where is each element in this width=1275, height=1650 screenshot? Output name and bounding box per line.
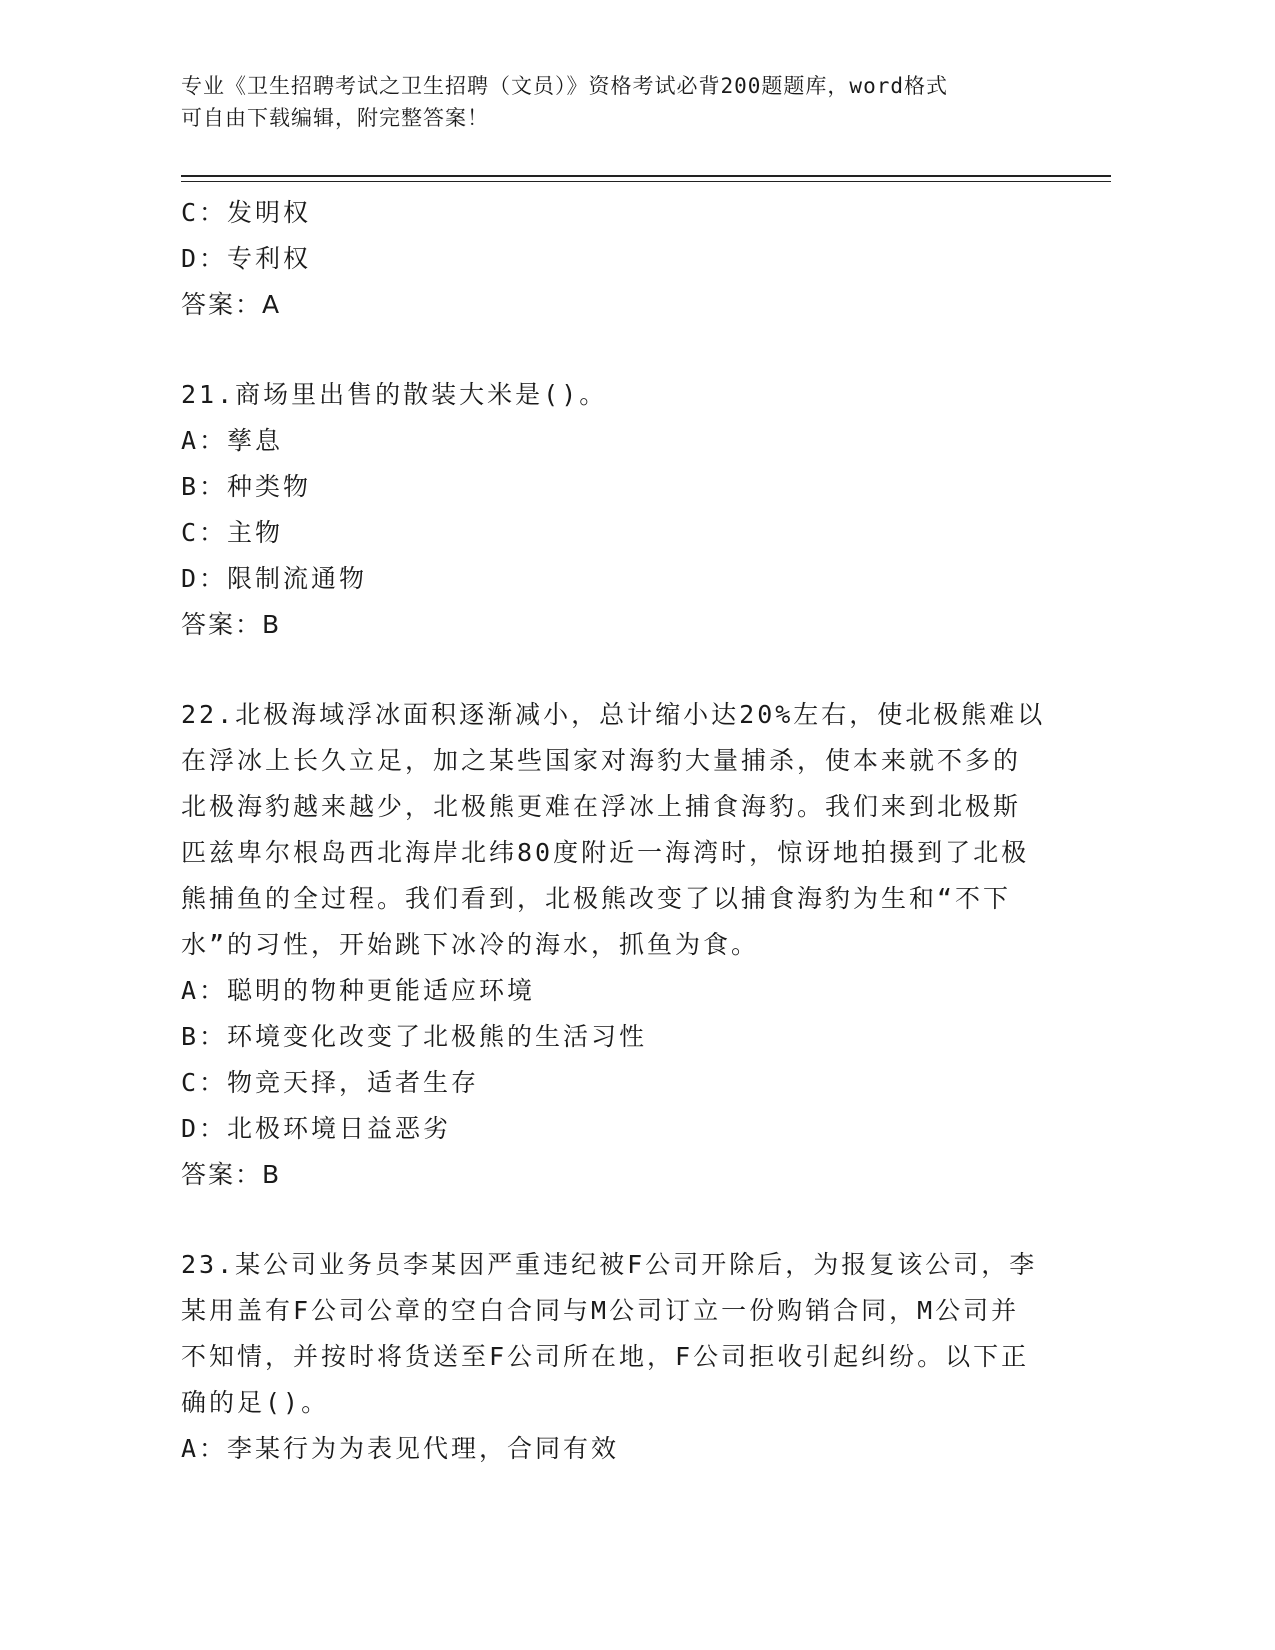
question-content xyxy=(181,190,1081,1472)
question-text-line: 某用盖有F公司公章的空白合同与M公司订立一份购销合同，M公司并 xyxy=(181,1296,1020,1325)
spacer xyxy=(181,328,1081,372)
question-20 xyxy=(181,190,1081,328)
header-rule-thin xyxy=(181,181,1111,182)
answer-line: 答案：B xyxy=(181,1160,282,1189)
question-text-line: 水”的习性，开始跳下冰冷的海水，抓鱼为食。 xyxy=(181,930,760,959)
question-22 xyxy=(181,692,1081,1198)
option-c: C：物竞天择，适者生存 xyxy=(181,1068,480,1097)
question-23 xyxy=(181,1242,1081,1472)
header-rule-thick xyxy=(181,175,1111,177)
question-text-line: 23.某公司业务员李某因严重违纪被F公司开除后，为报复该公司，李 xyxy=(181,1250,1038,1279)
header-line-2: 可自由下载编辑，附完整答案！ xyxy=(181,106,489,130)
question-text: 21.商场里出售的散装大米是()。 xyxy=(181,380,608,409)
document-header xyxy=(181,70,1061,134)
header-line-1: 专业《卫生招聘考试之卫生招聘（文员）》资格考试必背200题题库，word格式 xyxy=(181,74,948,98)
question-21 xyxy=(181,372,1081,648)
answer-line: 答案：B xyxy=(181,610,282,639)
question-text-line: 22.北极海域浮冰面积逐渐减小，总计缩小达20%左右，使北极熊难以 xyxy=(181,700,1046,729)
option-a: A：李某行为为表见代理，合同有效 xyxy=(181,1434,620,1463)
spacer xyxy=(181,1198,1081,1242)
option-d: D：专利权 xyxy=(181,244,312,273)
question-text-line: 在浮冰上长久立足，加之某些国家对海豹大量捕杀，使本来就不多的 xyxy=(181,746,1022,775)
question-text-line: 不知情，并按时将货送至F公司所在地，F公司拒收引起纠纷。以下正 xyxy=(181,1342,1030,1371)
spacer xyxy=(181,648,1081,692)
option-d: D：限制流通物 xyxy=(181,564,368,593)
question-text-line: 熊捕鱼的全过程。我们看到，北极熊改变了以捕食海豹为生和“不下 xyxy=(181,884,1012,913)
question-text-line: 匹兹卑尔根岛西北海岸北纬80度附近一海湾时，惊讶地拍摄到了北极 xyxy=(181,838,1030,867)
answer-line: 答案：A xyxy=(181,290,282,319)
option-b: B：环境变化改变了北极熊的生活习性 xyxy=(181,1022,648,1051)
question-text-line: 北极海豹越来越少，北极熊更难在浮冰上捕食海豹。我们来到北极斯 xyxy=(181,792,1022,821)
option-b: B：种类物 xyxy=(181,472,312,501)
option-a: A：聪明的物种更能适应环境 xyxy=(181,976,536,1005)
option-c: C：主物 xyxy=(181,518,284,547)
option-d: D：北极环境日益恶劣 xyxy=(181,1114,452,1143)
option-c: C：发明权 xyxy=(181,198,312,227)
option-a: A：孳息 xyxy=(181,426,284,455)
question-text-line: 确的足()。 xyxy=(181,1388,330,1417)
